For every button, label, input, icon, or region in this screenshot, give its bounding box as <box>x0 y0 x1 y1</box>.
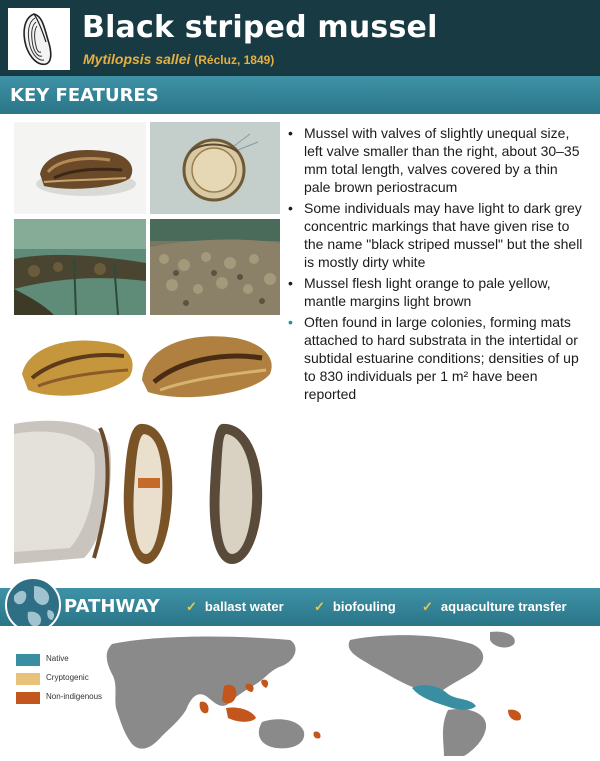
feature-bullet: • Some individuals may have light to dark grey concentric markings that have given rise to the name "black striped mussel" but the shell is mostly dirty white <box>288 199 588 271</box>
feature-bullet: • Often found in large colonies, forming mats attached to hard substrata in the intertidal or subtidal estuarine conditions; densities of up to 830 individuals per 1 m² have been reported <box>288 313 588 403</box>
key-features-list <box>288 124 588 406</box>
scientific-name: Mytilopsis sallei <box>83 51 191 67</box>
pathway-item-biofouling: ✓ biofouling <box>314 599 396 614</box>
species-subtitle <box>83 51 274 67</box>
header-banner <box>0 0 600 76</box>
photo-shell-interior <box>14 418 280 568</box>
legend-label: Non-indigenous <box>46 692 103 701</box>
pathway-heading: PATHWAY <box>64 596 160 617</box>
distribution-map <box>0 626 600 756</box>
mussel-shell-icon <box>8 8 70 70</box>
feature-bullet: • Mussel flesh light orange to pale yellow, mantle margins light brown <box>288 274 588 310</box>
checkmark-icon: ✓ <box>422 599 433 614</box>
photo-mussel-mat <box>150 219 280 315</box>
feature-bullet: • Mussel with valves of slightly unequal size, left valve smaller than the right, about 30–35 mm total length, valves covered by a thin pale brown periostracum <box>288 124 588 196</box>
photo-underwater-colony <box>14 219 146 315</box>
photo-mussel-side <box>14 122 146 214</box>
key-features-band <box>0 76 600 114</box>
band-divider <box>0 114 600 118</box>
legend-swatch <box>16 673 40 685</box>
species-authority: (Récluz, 1849) <box>194 53 275 67</box>
photo-shell-pair <box>14 320 280 414</box>
checkmark-icon: ✓ <box>314 599 325 614</box>
pathway-item-ballast-water: ✓ ballast water <box>186 599 284 614</box>
page-title: Black striped mussel <box>82 10 438 45</box>
legend-swatch <box>16 654 40 666</box>
photo-mussel-larva <box>150 122 280 214</box>
legend-swatch <box>16 692 40 704</box>
legend-label: Native <box>46 654 69 663</box>
pathway-item-aquaculture-transfer: ✓ aquaculture transfer <box>422 599 567 614</box>
key-features-heading: KEY FEATURES <box>10 85 159 106</box>
checkmark-icon: ✓ <box>186 599 197 614</box>
legend-label: Cryptogenic <box>46 673 89 682</box>
